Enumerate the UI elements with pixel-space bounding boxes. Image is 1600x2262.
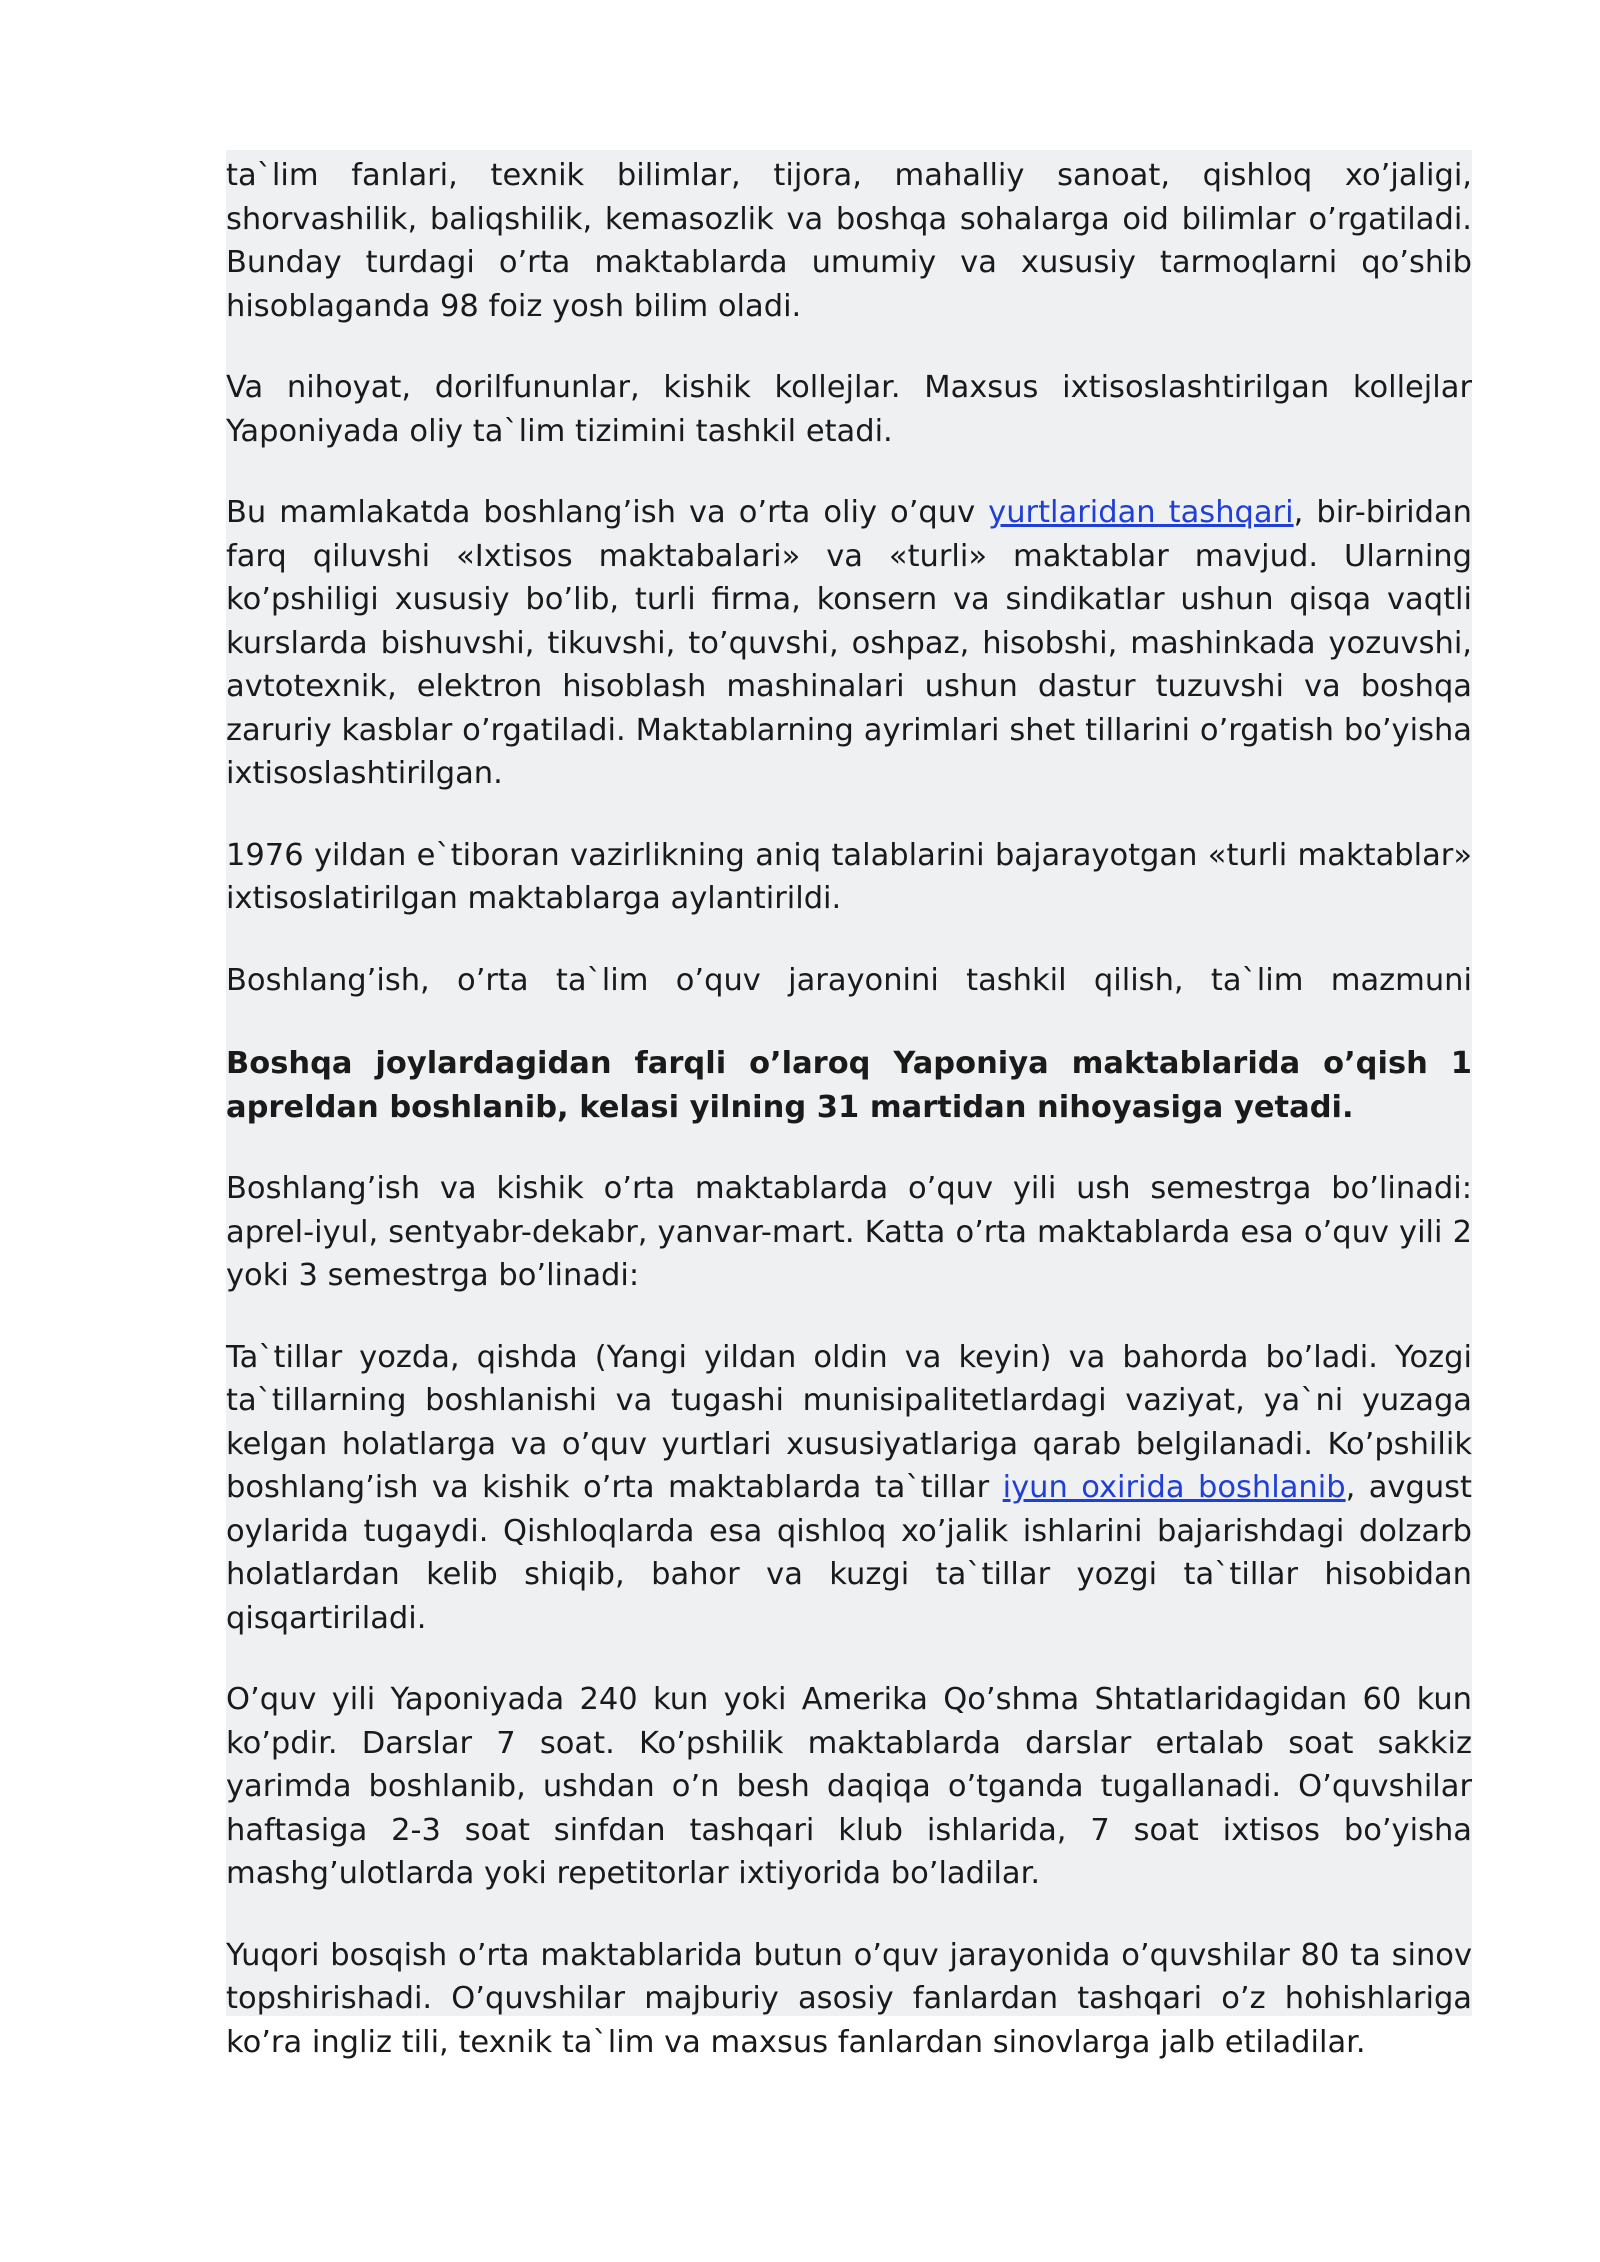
paragraph-3-text-end: , bir-biridan farq qiluvshi «Ixtisos maktabalari» va «turli» maktablar mavjud. Ularning ko’pshiligi xususiy bo’lib, turli firma, konsern va sindikatlar ushun qisqa vaqtli kurslarda bishuvshi, tikuvshi, to’quvshi, oshpaz, hisobshi, mashinkada yozuvshi, avtotexnik, elektron hisoblash mashinalari ushun dastur tuzuvshi va boshqa zaruriy kasblar o’rgatiladi. Maktablarning ayrimlari shet tillarini o’rgatish bo’yisha ixtisoslashtirilgan. — [226, 495, 1472, 791]
paragraph-7-text: Boshlang’ish va kishik o’rta maktablarda o’quv yili ush semestrga bo’linadi: aprel-iyul, sentyabr-dekabr, yanvar-mart. Katta o’rta maktablarda esa o’quv yili 2 yoki 3 semestrga bo’linadi: — [226, 1171, 1472, 1293]
paragraph-2-text: Va nihoyat, dorilfununlar, kishik kollejlar. Maxsus ixtisoslashtirilgan kollejlar Yaponiyada oliy ta`lim tizimini tashkil etadi. — [226, 370, 1472, 449]
paragraph-10-text: Yuqori bosqish o’rta maktablarida butun o’quv jarayonida o’quvshilar 80 ta sinov topshirishadi. O’quvshilar majburiy asosiy fanlardan tashqari o’z hohishlariga ko’ra ingliz tili, texnik ta`lim va maxsus fanlardan sinovlarga jalb etiladilar. — [226, 1937, 1472, 2060]
link-iyun-oxirida-boshlanib[interactable]: iyun oxirida boshlanib — [1002, 1470, 1346, 1505]
paragraph-3 — [226, 491, 1472, 796]
paragraph-8 — [226, 1336, 1472, 1641]
paragraph-6-text: Boshqa joylardagidan farqli o’laroq Yaponiya maktablarida o’qish 1 apreldan boshlanib, kelasi yilning 31 martidan nihoyasiga yetadi. — [226, 1046, 1472, 1125]
paragraph-9-text: O’quv yili Yaponiyada 240 kun yoki Amerika Qo’shma Shtatlaridagidan 60 kun ko’pdir. Darslar 7 soat. Ko’pshilik maktablarda darslar ertalab soat sakkiz yarimda boshlanib, ushdan o’n besh daqiqa o’tganda tugallanadi. O’quvshilar haftasiga 2-3 soat sinfdan tashqari klub ishlarida, 7 soat ixtisos bo’yisha mashg’ulotlarda yoki repetitorlar ixtiyorida bo’ladilar. — [226, 1682, 1472, 1891]
paragraph-9 — [226, 1678, 1472, 1896]
paragraph-7 — [226, 1167, 1472, 1298]
paragraph-6-bold — [226, 1042, 1472, 1129]
paragraph-5 — [226, 959, 1472, 1003]
paragraph-1-text: ta`lim fanlari, texnik bilimlar, tijora, mahalliy sanoat, qishloq xo’jaligi, shorvashilik, baliqshilik, kemasozlik va boshqa sohalarga oid bilimlar o’rgatiladi. Bunday turdagi o’rta maktablarda umumiy va xususiy tarmoqlarni qo’shib hisoblaganda 98 foiz yosh bilim oladi. — [226, 158, 1472, 324]
paragraph-5-text: Boshlang’ish, o’rta ta`lim o’quv jarayonini tashkil qilish, ta`lim mazmuni — [226, 962, 1472, 998]
paragraph-8-text-start: Ta`tillar yozda, qishda (Yangi yildan oldin va keyin) va bahorda bo’ladi. Yozgi ta`tillarning boshlanishi va tugashi munisipalitetlardagi vaziyat, ya`ni yuzaga kelgan holatlarga va o’quv yurtlari xususiyatlariga qarab belgilanadi. Ko’pshilik boshlang’ish va kishik o’rta maktablarda ta`tillar — [226, 1339, 1472, 1505]
paragraph-10 — [226, 1934, 1472, 2065]
paragraph-8-text-end: , avgust oylarida tugaydi. Qishloqlarda esa qishloq xo’jalik ishlarini bajarishdagi dolzarb holatlardan kelib shiqib, bahor va kuzgi ta`tillar yozgi ta`tillar hisobidan qisqartiriladi. — [226, 1470, 1472, 1636]
link-yurtlaridan-tashqari[interactable]: yurtlaridan tashqari — [988, 495, 1294, 530]
paragraph-4 — [226, 834, 1472, 921]
paragraph-1 — [226, 154, 1472, 328]
paragraph-2 — [226, 366, 1472, 453]
text-block — [226, 150, 1472, 2060]
paragraph-3-text-start: Bu mamlakatda boshlang’ish va o’rta oliy o’quv — [226, 495, 989, 530]
paragraph-4-text: 1976 yildan e`tiboran vazirlikning aniq talablarini bajarayotgan «turli maktablar» ixtisoslatirilgan maktablarga aylantirildi. — [226, 837, 1472, 916]
